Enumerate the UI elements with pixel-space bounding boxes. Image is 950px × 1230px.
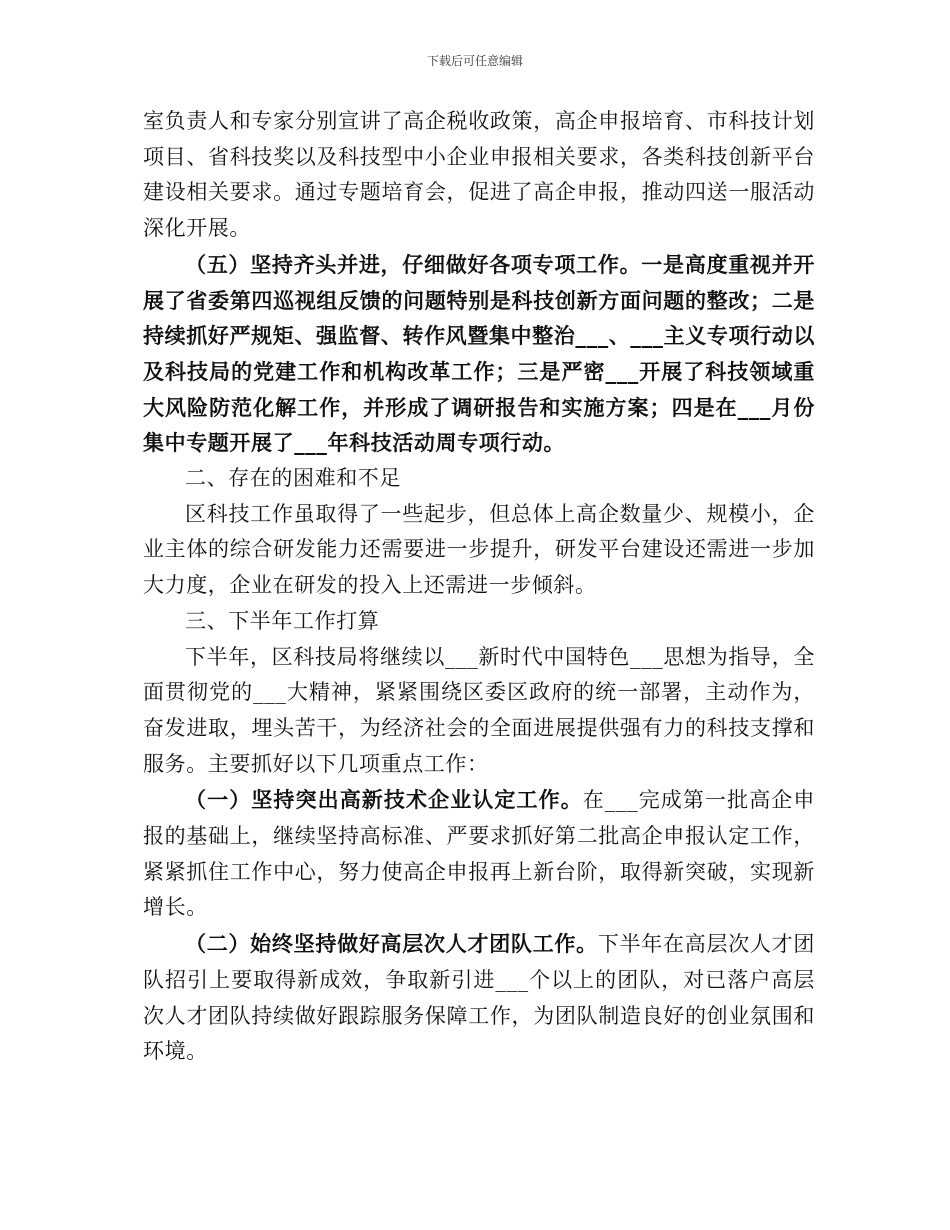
section-heading-difficulties: 二、存在的困难和不足 bbox=[185, 466, 401, 491]
paragraph-difficulties: 区科技工作虽取得了一些起步，但总体上高企数量少、规模小，企业主体的综合研发能力还需要进一步提升，研发平台建设还需进一步加大力度，企业在研发的投入上还需进一步倾斜。 bbox=[143, 501, 815, 598]
paragraph-text: 在___完成第一批高企申报的基础上，继续坚持高标准、严要求抓好第二批高企申报认定工作，紧紧抓住工作中心，努力使高企申报再上新台阶，取得新突破，实现新增长。 bbox=[143, 788, 815, 920]
paragraph-special-work: （五）坚持齐头并进，仔细做好各项专项工作。一是高度重视并开展了省委第四巡视组反馈的问题特别是科技创新方面问题的整改；二是持续抓好严规矩、强监督、转作风暨集中整治___、___主义专项行动以及科技局的党建工作和机构改革工作；三是严密___开展了科技领域重大风险防范化解工作，并形成了调研报告和实施方案；四是在___月份集中专题开展了___年科技活动周专项行动。 bbox=[143, 251, 815, 456]
paragraph-text: 下半年在高层次人才团队招引上要取得新成效，争取新引进___个以上的团队，对已落户高层次人才团队持续做好跟踪服务保障工作，为团队制造良好的创业氛围和环境。 bbox=[143, 932, 815, 1064]
document-body bbox=[143, 104, 815, 1070]
page-header: 下载后可任意编辑 bbox=[426, 54, 523, 68]
paragraph-lead: （一）坚持突出高新技术企业认定工作。 bbox=[185, 787, 583, 813]
paragraph-lead: （二）始终坚持做好高层次人才团队工作。 bbox=[185, 931, 598, 957]
paragraph-high-tech bbox=[143, 782, 815, 926]
section-heading-plan: 三、下半年工作打算 bbox=[185, 608, 380, 633]
paragraph-talent bbox=[143, 926, 815, 1070]
paragraph-continued: 室负责人和专家分别宣讲了高企税收政策，高企申报培育、市科技计划项目、省科技奖以及科技型中小企业申报相关要求，各类科技创新平台建设相关要求。通过专题培育会，促进了高企申报，推动四送一服活动深化开展。 bbox=[143, 109, 815, 241]
paragraph-plan-intro: 下半年，区科技局将继续以___新时代中国特色___思想为指导，全面贯彻党的___大精神，紧紧围绕区委区政府的统一部署，主动作为，奋发进取，埋头苦干，为经济社会的全面进展提供强有力的科技支撑和服务。主要抓好以下几项重点工作： bbox=[143, 644, 815, 776]
